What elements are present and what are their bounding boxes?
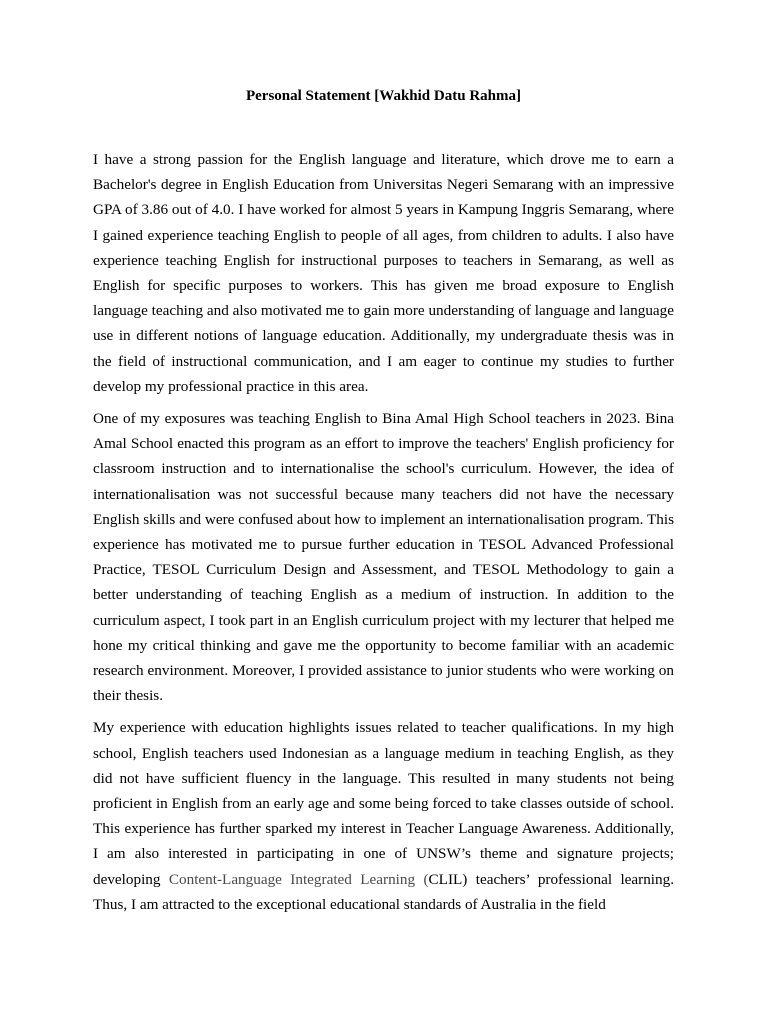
paragraph-3-highlight: Content-Language Integrated Learning ( (168, 870, 429, 888)
paragraph-1: I have a strong passion for the English language and literature, which drove me to earn a Bachelor's degree in English Education from Universitas Negeri Semarang with an impressive GPA of 3.86 out of 4.0. I have worked for almost 5 years in Kampung Inggris Semarang, where I gained experience teaching English to people of all ages, from children to adults. I also have experience teaching English for instructional purposes to teachers in Semarang, as well as English for specific purposes to workers. This has given me broad exposure to English language teaching and also motivated me to gain more understanding of language and language use in different notions of language education. Additionally, my undergraduate thesis was in the field of instructional communication, and I am eager to continue my studies to further develop my professional practice in this area. (93, 151, 674, 395)
document-title: Personal Statement [Wakhid Datu Rahma] (245, 88, 521, 104)
paragraph-2: One of my exposures was teaching English to Bina Amal High School teachers in 2023. Bina Amal School enacted this program as an effort to improve the teachers' English proficiency for classroom instruction and to internationalise the school's curriculum. However, the idea of internationalisation was not successful because many teachers did not have the necessary English skills and were confused about how to implement an internationalisation program. This experience has motivated me to pursue further education in TESOL Advanced Professional Practice, TESOL Curriculum Design and Assessment, and TESOL Methodology to gain a better understanding of teaching English as a medium of instruction. In addition to the curriculum aspect, I took part in an English curriculum project with my lecturer that helped me hone my critical thinking and gave me the opportunity to become familiar with an academic research environment. Moreover, I provided assistance to junior students who were working on their thesis. (93, 410, 674, 705)
document-body (93, 147, 674, 924)
paragraph-3-text: My experience with education highlights issues related to teacher qualifications. In my high school, English teachers used Indonesian as a language medium in teaching English, as they did not have sufficient fluency in the language. This resulted in many students not being proficient in English from an early age and some being forced to take classes outside of school. This experience has further sparked my interest in Teacher Language Awareness. Additionally, I am also interested in participating in one of UNSW’s theme and signature projects; developing (93, 719, 674, 888)
paragraph-3-text-end: CLIL) teachers’ professional learning. Thus, I am attracted to the exceptional educational standards of Australia in the field (93, 870, 675, 913)
paragraph-3 (93, 715, 674, 917)
